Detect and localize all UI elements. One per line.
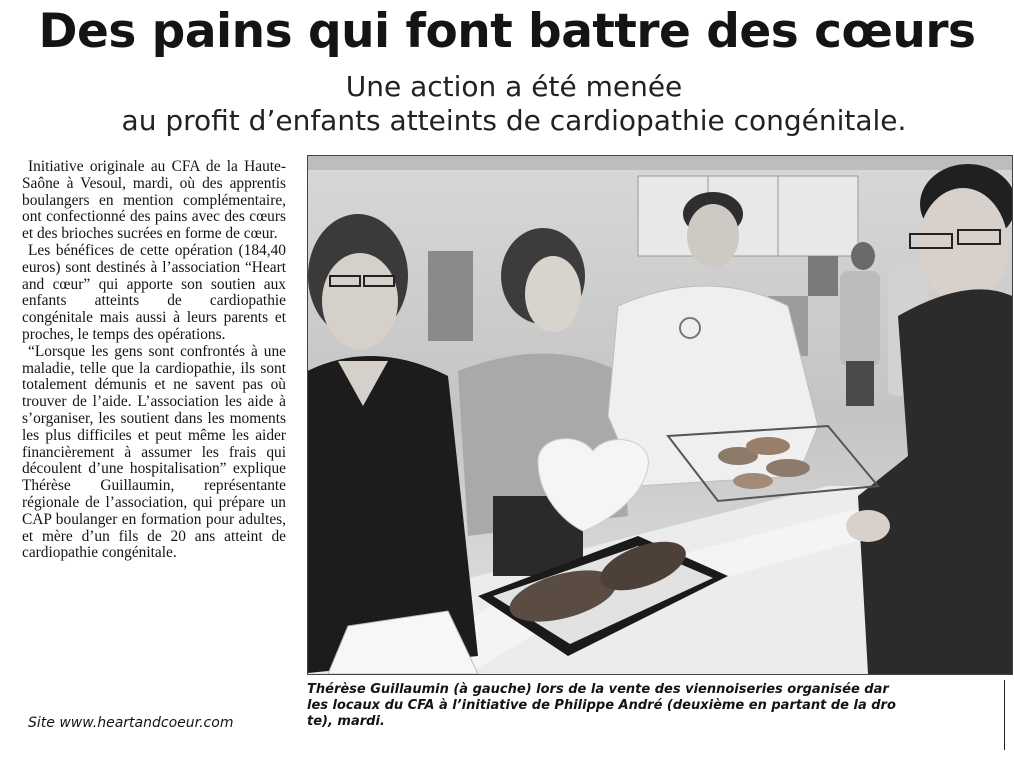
photo-caption: [307, 682, 1007, 730]
caption-line-2: les locaux du CFA à l’initiative de Philippe André (deuxième en partant de la dro: [307, 698, 896, 713]
headline: Des pains qui font battre des cœurs: [38, 4, 976, 59]
subheadline: [0, 70, 1014, 138]
article-body: [22, 159, 286, 562]
paragraph-3: “Lorsque les gens sont confrontés à une maladie, telle que la cardiopathie, ils sont totalement démunis et ne savent pas où trouver de l’aide. L’association les aide à s’organiser, les soutient dans les moments les plus difficiles et peut même les aider financièrement à assumer les frais qui découlent d’une hospitalisation” explique Thérèse Guillaumin, représentante régionale de l’association, qui prépare un CAP boulanger en formation pour adultes, et mère d’un fils de 20 ans atteint de cardiopathie congénitale.: [22, 342, 286, 562]
subheadline-line-1: Une action a été menée: [345, 70, 683, 103]
paragraph-1: Initiative originale au CFA de la Haute-Saône à Vesoul, mardi, où des apprentis boulangers en mention complémentaire, ont confectionné des pains avec des cœurs et des brioches sucrées en forme de cœur.: [22, 158, 286, 243]
paragraph-2: Les bénéfices de cette opération (184,40 euros) sont destinés à l’association “Heart and cœur” qui apporte son soutien aux enfants atteints de cardiopathie congénitale mais aussi à leurs parents et proches, le temps des opérations.: [22, 241, 286, 343]
column-rule: [1004, 680, 1005, 750]
subheadline-line-2: au profit d’enfants atteints de cardiopathie congénitale.: [121, 104, 907, 137]
caption-line-1: Thérèse Guillaumin (à gauche) lors de la vente des viennoiseries organisée dar: [307, 682, 889, 697]
website-reference: Site www.heartandcoeur.com: [28, 715, 234, 731]
news-photo: [307, 155, 1013, 675]
caption-line-3: te), mardi.: [307, 714, 385, 729]
